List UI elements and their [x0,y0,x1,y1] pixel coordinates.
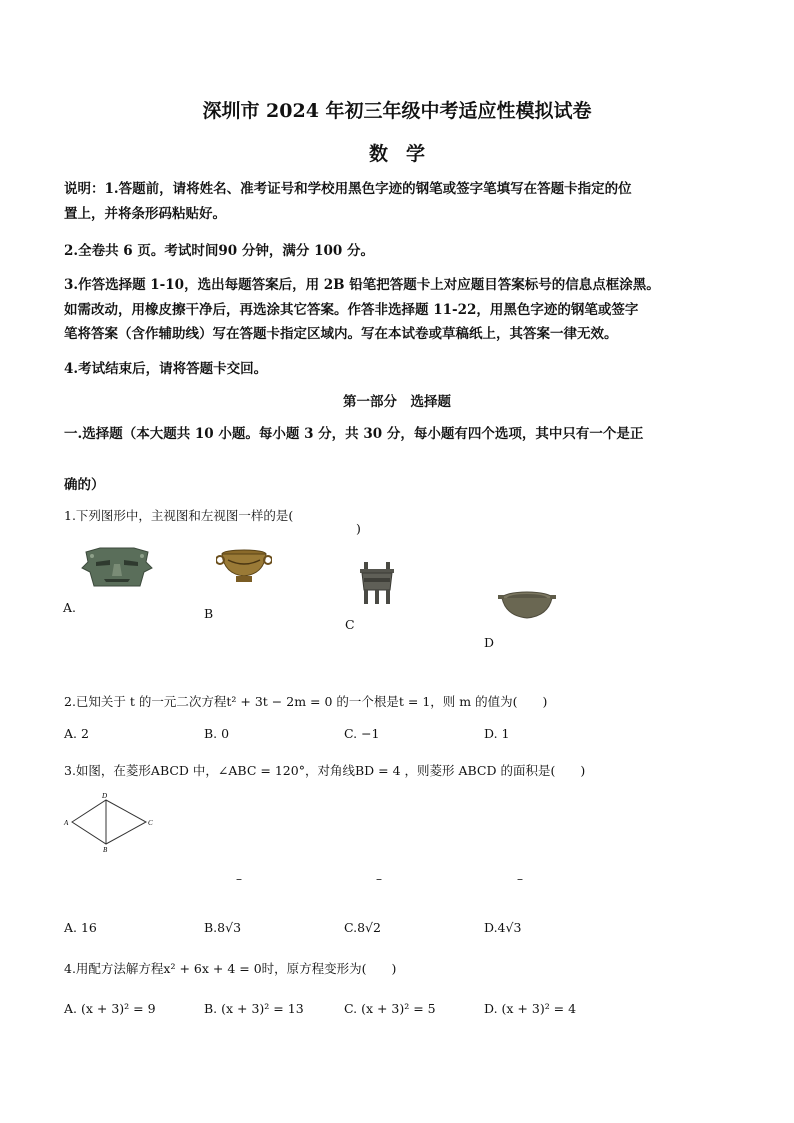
q3-option-a: A. 16 [64,920,97,935]
q1-option-c-label: C [345,617,355,632]
instruction-line-7: 4.考试结束后，请将答题卡交回。 [64,361,268,377]
q1-option-b-label: B [204,606,214,621]
q4-option-b: B. (x + 3)² = 13 [204,1001,304,1016]
q2-option-c: C. −1 [344,726,380,741]
q3-option-c: C.8√2 [344,920,381,935]
shallow-bowl-icon [498,588,556,624]
bronze-bowl-with-handles-icon [216,548,272,586]
q3-option-b: B.8√3 [204,920,242,935]
tripod-ding-icon [356,560,398,606]
q2-option-a: A. 2 [64,726,89,741]
bronze-mask-icon [80,546,154,590]
section-heading-line-2: 确的） [64,477,105,493]
q4-option-a: A. (x + 3)² = 9 [64,1001,156,1016]
instruction-line-2: 置上，并将条形码粘贴好。 [64,206,226,222]
q3-stem: 3.如图，在菱形ABCD 中，∠ABC = 120°，对角线BD = 4 ，则菱形 ABCD 的面积是( ) [64,763,586,778]
instruction-line-4: 3.作答选择题 1-10，选出每题答案后，用 2B 铅笔把答题卡上对应题目答案标号的信息点框涂黑。 [64,277,660,293]
q3-dash-c: – [376,872,382,886]
q1-option-d-label: D [484,635,495,650]
instruction-line-1: 说明：1.答题前，请将姓名、准考证号和学校用黑色字迹的钢笔或签字笔填写在答题卡指定的位 [64,181,632,197]
q1-option-a-label: A. [63,600,77,615]
subject-title: 数学 [368,143,443,165]
instruction-line-3: 2.全卷共 6 页。考试时间90 分钟，满分 100 分。 [64,243,374,259]
vertex-label-d: D [102,792,108,800]
q1-close-paren: ) [356,521,361,536]
q2-option-b: B. 0 [204,726,230,741]
q2-option-d: D. 1 [484,726,510,741]
instruction-line-6: 笔将答案（含作辅助线）写在答题卡指定区域内。写在本试卷或草稿纸上，其答案一律无效。 [64,326,618,342]
q3-option-d: D.4√3 [484,920,522,935]
vertex-label-a: A [64,819,69,827]
rhombus-diagram [62,792,158,854]
vertex-label-c: C [148,819,153,827]
exam-title: 深圳市 2024 年初三年级中考适应性模拟试卷 [202,100,592,122]
section-heading-line-1: 一.选择题（本大题共 10 小题。每小题 3 分，共 30 分，每小题有四个选项，其中只有一个是正 [64,426,644,442]
q4-stem: 4.用配方法解方程x² + 6x + 4 = 0时，原方程变形为( ) [64,961,397,976]
q1-stem: 1.下列图形中，主视图和左视图一样的是( [64,508,294,523]
q2-stem: 2.已知关于 t 的一元二次方程t² + 3t − 2m = 0 的一个根是t = 1，则 m 的值为( ) [64,694,548,709]
q4-option-d: D. (x + 3)² = 4 [484,1001,577,1016]
q4-option-c: C. (x + 3)² = 5 [344,1001,436,1016]
q3-dash-d: – [517,872,523,886]
part-heading: 第一部分 选择题 [343,394,451,410]
instruction-line-5: 如需改动，用橡皮擦干净后，再选涂其它答案。作答非选择题 11-22，用黑色字迹的钢笔或签字 [64,302,639,318]
vertex-label-b: B [103,846,108,854]
q3-dash-b: – [236,872,242,886]
